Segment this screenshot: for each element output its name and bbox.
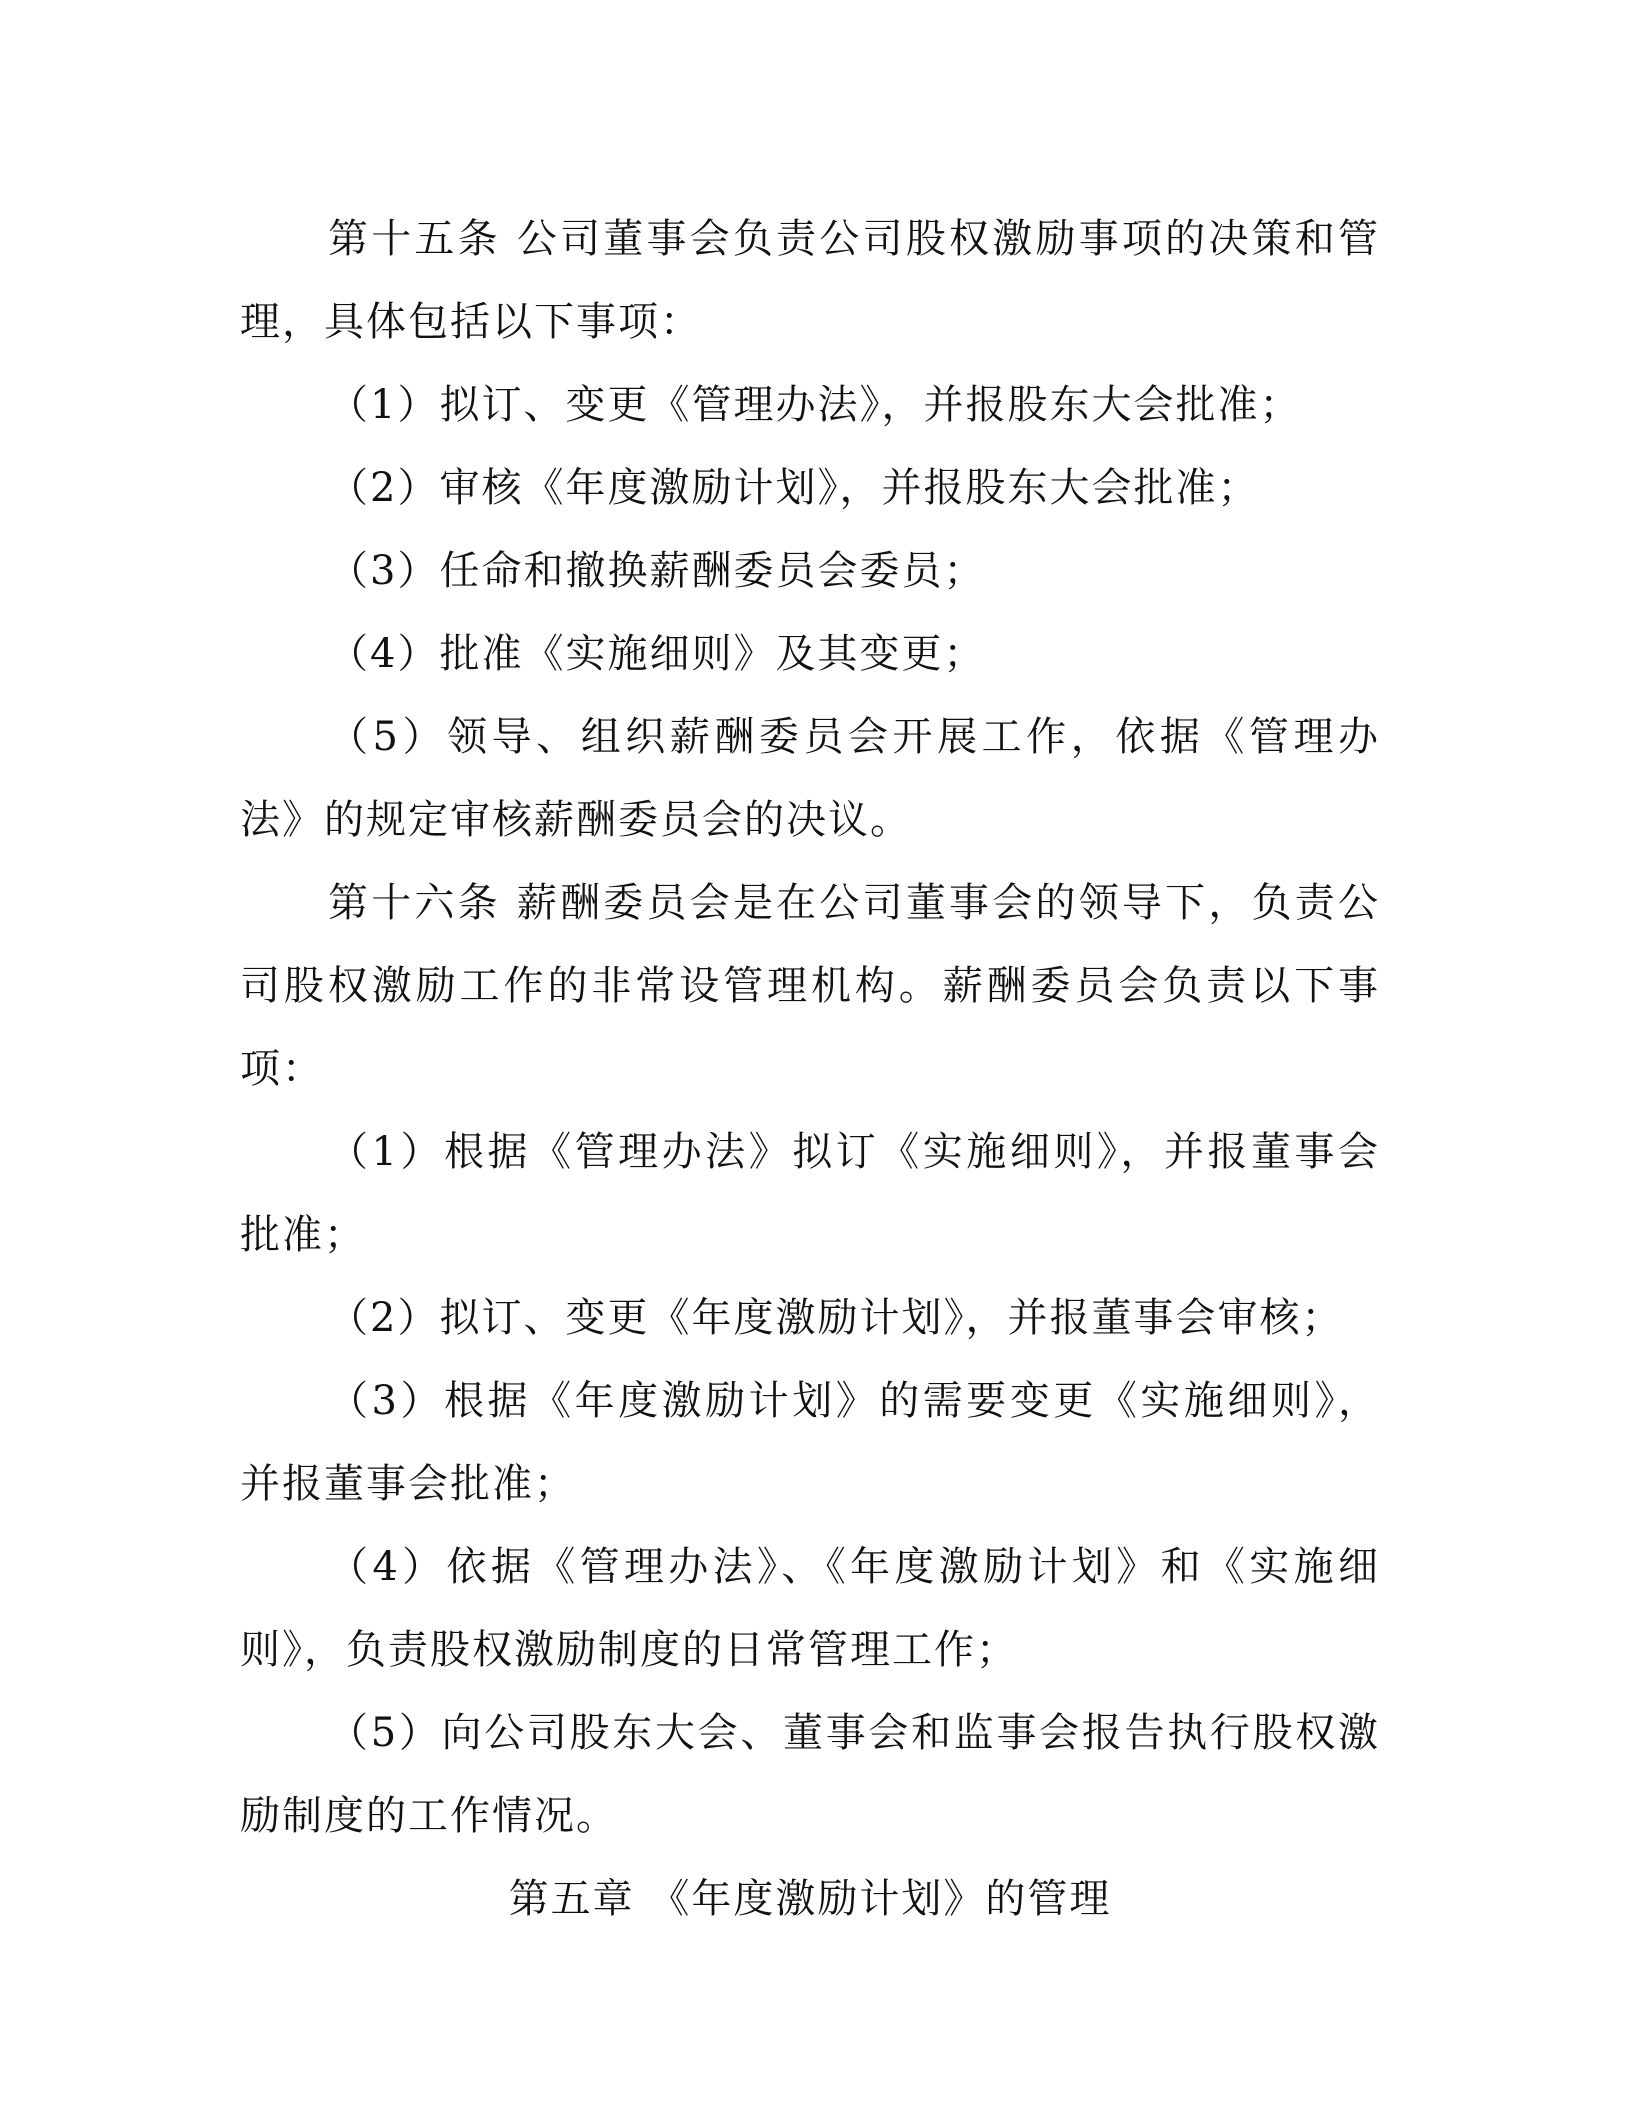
article-16-text: 薪酬委员会是在公司董事会的领导下，负责公司股权激励工作的非常设管理机构。薪酬委员会负责以下事项： — [240, 880, 1381, 1092]
article-15-intro — [240, 198, 1380, 364]
article-16-item-5: （5）向公司股东大会、董事会和监事会报告执行股权激励制度的工作情况。 — [240, 1710, 1380, 1839]
article-15-item-1: （1）拟订、变更《管理办法》，并报股东大会批准； — [328, 382, 1302, 428]
article-16-item-1: （1）根据《管理办法》拟订《实施细则》，并报董事会批准； — [240, 1129, 1380, 1258]
article-16-number: 第十六条 — [328, 880, 501, 926]
article-15-number: 第十五条 — [328, 216, 501, 262]
article-16-item-3: （3）根据《年度激励计划》的需要变更《实施细则》，并报董事会批准； — [240, 1378, 1380, 1507]
chapter-5-heading: 第五章 《年度激励计划》的管理 — [508, 1876, 1112, 1922]
article-15-item-2: （2）审核《年度激励计划》，并报股东大会批准； — [328, 465, 1260, 511]
article-16-item-2: （2）拟订、变更《年度激励计划》，并报董事会审核； — [328, 1295, 1344, 1341]
article-15-item-5: （5）领导、组织薪酬委员会开展工作，依据《管理办法》的规定审核薪酬委员会的决议。 — [240, 714, 1380, 843]
article-15-item-4: （4）批准《实施细则》及其变更； — [328, 631, 986, 677]
article-16-intro — [240, 862, 1380, 1111]
article-15-item-3: （3）任命和撤换薪酬委员会委员； — [328, 548, 986, 594]
document-page — [240, 198, 1380, 1941]
article-15-text: 公司董事会负责公司股权激励事项的决策和管理，具体包括以下事项： — [240, 216, 1381, 345]
article-16-item-4: （4）依据《管理办法》、《年度激励计划》和《实施细则》，负责股权激励制度的日常管理工作； — [240, 1544, 1380, 1673]
